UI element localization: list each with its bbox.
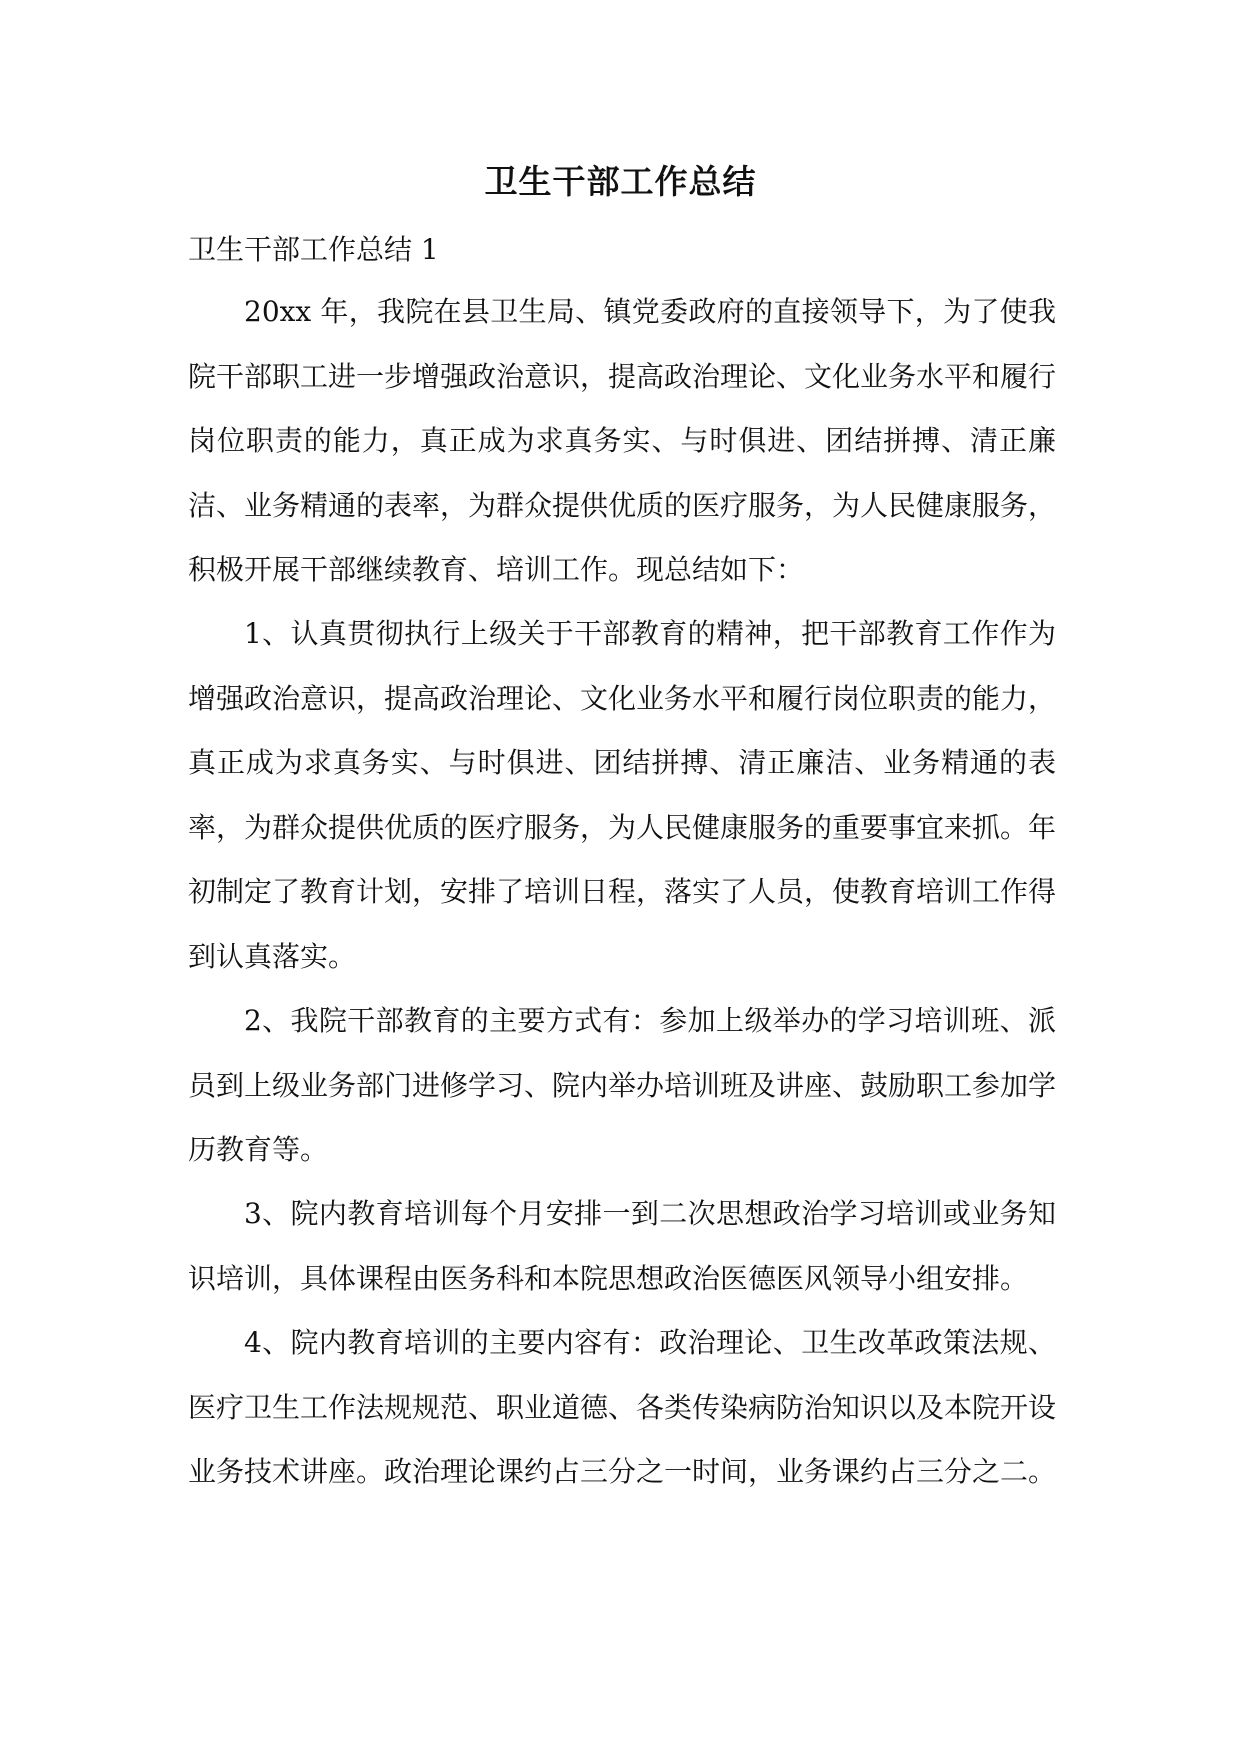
paragraph-item-1: 1、认真贯彻执行上级关于干部教育的精神，把干部教育工作作为增强政治意识，提高政治理论、文化业务水平和履行岗位职责的能力，真正成为求真务实、与时俱进、团结拼搏、清正廉洁、业务精通的表率，为群众提供优质的医疗服务，为人民健康服务的重要事宜来抓。年初制定了教育计划，安排了培训日程，落实了人员，使教育培训工作得到认真落实。 [188,617,1057,973]
paragraph-intro: 20xx 年，我院在县卫生局、镇党委政府的直接领导下，为了使我院干部职工进一步增强政治意识，提高政治理论、文化业务水平和履行岗位职责的能力，真正成为求真务实、与时俱进、团结拼搏、清正廉洁、业务精通的表率，为群众提供优质的医疗服务，为人民健康服务，积极开展干部继续教育、培训工作。现总结如下： [188,295,1057,586]
paragraph-item-4: 4、院内教育培训的主要内容有：政治理论、卫生改革政策法规、医疗卫生工作法规规范、职业道德、各类传染病防治知识以及本院开设业务技术讲座。政治理论课约占三分之一时间，业务课约占三分之二。 [188,1326,1057,1488]
paragraph-item-3: 3、院内教育培训每个月安排一到二次思想政治学习培训或业务知识培训，具体课程由医务科和本院思想政治医德医风领导小组安排。 [188,1197,1056,1295]
section-subtitle: 卫生干部工作总结 1 [188,233,439,266]
document-title: 卫生干部工作总结 [484,162,757,201]
paragraph-item-2: 2、我院干部教育的主要方式有：参加上级举办的学习培训班、派员到上级业务部门进修学习、院内举办培训班及讲座、鼓励职工参加学历教育等。 [188,1004,1057,1166]
